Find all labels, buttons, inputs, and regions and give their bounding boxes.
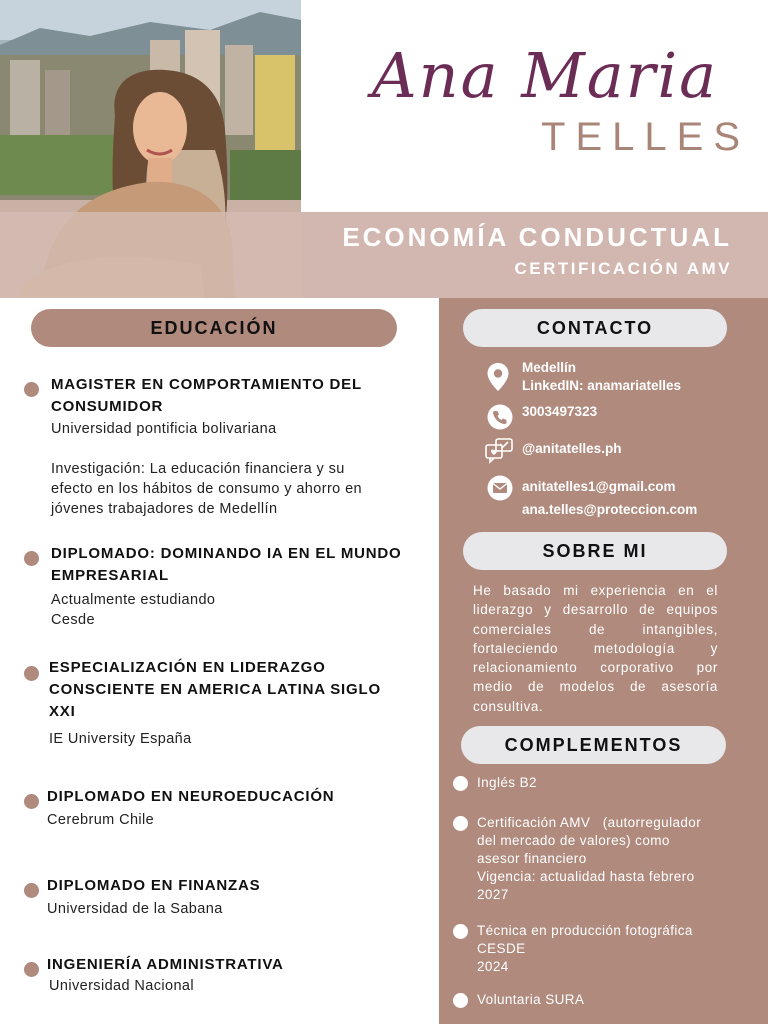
education-title: ESPECIALIZACIÓN EN LIDERAZGO CONSCIENTE EN AMERICA LATINA SIGLO XXI <box>49 659 381 720</box>
contact-heading: CONTACTO <box>463 309 727 347</box>
phone-icon <box>487 404 513 430</box>
education-detail: efecto en los hábitos de consumo y ahorro en <box>51 481 363 497</box>
education-institution: Universidad pontificia bolivariana <box>51 421 277 437</box>
first-name: Ana Maria <box>371 39 719 112</box>
bullet-dot <box>24 883 39 898</box>
education-title: DIPLOMADO EN NEUROEDUCACIÓN <box>47 788 335 805</box>
education-institution: Cerebrum Chile <box>47 812 155 828</box>
education-detail: jóvenes trabajadores de Medellín <box>51 501 278 517</box>
education-institution: Universidad Nacional <box>49 978 195 994</box>
bullet-dot <box>24 551 39 566</box>
social-chat-icon <box>485 438 513 464</box>
profession-title: ECONOMÍA CONDUCTUAL <box>342 222 732 252</box>
contact-email-work: ana.telles@proteccion.com <box>522 502 698 517</box>
complement-text: Inglés B2 <box>477 775 537 790</box>
contact-linkedin: LinkedIN: anamariatelles <box>522 378 682 393</box>
education-heading: EDUCACIÓN <box>31 309 397 347</box>
complement-text: Certificación AMV (autorregulador del mercado de valores) como asesor financiero Vigencia: actualidad hasta febrero 2027 <box>477 815 702 902</box>
contact-email-personal: anitatelles1@gmail.com <box>522 479 676 494</box>
email-icon <box>487 475 513 501</box>
education-title: DIPLOMADO: DOMINANDO IA EN EL MUNDO EMPRESARIAL <box>51 545 402 584</box>
contact-instagram: @anitatelles.ph <box>522 441 622 456</box>
education-title: MAGISTER EN COMPORTAMIENTO DEL CONSUMIDOR <box>51 376 362 415</box>
bullet-dot <box>24 794 39 809</box>
last-name: TELLES <box>541 115 750 159</box>
bullet-dot <box>24 962 39 977</box>
education-title: INGENIERÍA ADMINISTRATIVA <box>47 956 284 973</box>
complements-heading: COMPLEMENTOS <box>461 726 726 764</box>
bullet-dot <box>453 924 468 939</box>
bullet-dot <box>24 666 39 681</box>
about-heading: SOBRE MI <box>463 532 727 570</box>
education-detail: Investigación: La educación financiera y su <box>51 461 345 477</box>
education-title: DIPLOMADO EN FINANZAS <box>47 877 261 894</box>
complement-text: Voluntaria SURA <box>477 992 585 1007</box>
education-institution: Universidad de la Sabana <box>47 901 223 917</box>
education-institution: IE University España <box>49 731 192 747</box>
contact-phone: 3003497323 <box>522 404 598 419</box>
contact-city: Medellín <box>522 360 577 375</box>
complement-text: Técnica en producción fotográfica CESDE 2024 <box>477 923 693 974</box>
bullet-dot <box>453 816 468 831</box>
bullet-dot <box>453 776 468 791</box>
location-pin-icon <box>486 362 510 392</box>
bullet-dot <box>24 382 39 397</box>
about-text: He basado mi experiencia en el liderazgo y desarrollo de equipos comerciales de intangibles, fortaleciendo metodología y relacionamiento corporativo por medio de modelos de asesoría consultiva. <box>473 583 718 714</box>
profession-subtitle: CERTIFICACIÓN AMV <box>514 259 732 278</box>
education-detail: Actualmente estudiando <box>51 592 216 608</box>
education-detail: Cesde <box>51 612 95 628</box>
bullet-dot <box>453 993 468 1008</box>
